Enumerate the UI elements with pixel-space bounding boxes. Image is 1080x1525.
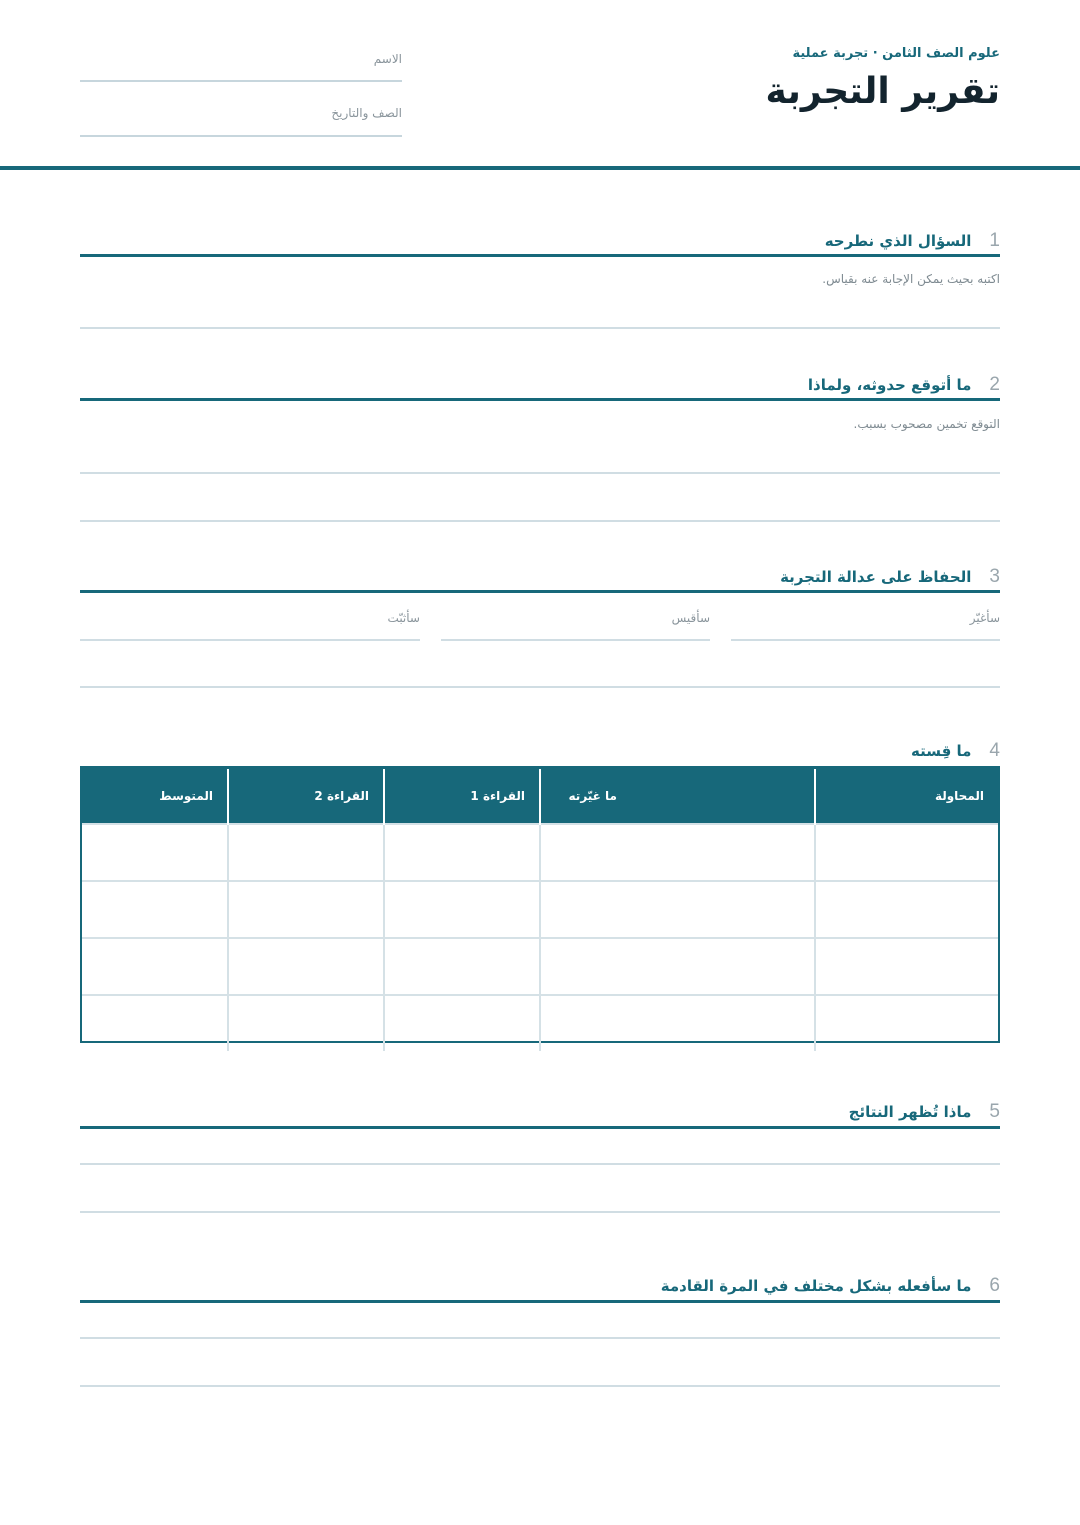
table-row bbox=[82, 881, 998, 938]
table-cell[interactable] bbox=[540, 938, 815, 995]
table-cell[interactable] bbox=[540, 824, 815, 881]
section-number: 4 bbox=[989, 740, 1000, 761]
column-header-changed: ما غيّرته bbox=[540, 769, 815, 824]
section-rule bbox=[80, 254, 1000, 257]
section-title: ما قِسته bbox=[910, 742, 972, 760]
column-header-reading-1: القراءة 1 bbox=[384, 769, 540, 824]
table-cell[interactable] bbox=[82, 995, 228, 1051]
table-cell[interactable] bbox=[228, 881, 384, 938]
variable-change-label: سأغيّر bbox=[969, 611, 1000, 625]
answer-line[interactable] bbox=[80, 327, 1000, 329]
section-title: السؤال الذي نطرحه bbox=[824, 232, 972, 250]
table-row bbox=[82, 824, 998, 881]
measurements-table bbox=[80, 766, 1000, 1043]
table-cell[interactable] bbox=[384, 938, 540, 995]
table-cell[interactable] bbox=[815, 938, 998, 995]
table-cell[interactable] bbox=[82, 881, 228, 938]
section-hint: اكتبه بحيث يمكن الإجابة عنه بقياس. bbox=[822, 272, 1000, 286]
table-cell[interactable] bbox=[228, 938, 384, 995]
variable-measure-field[interactable] bbox=[441, 639, 710, 641]
section-title: ما سأفعله بشكل مختلف في المرة القادمة bbox=[660, 1277, 972, 1295]
answer-line[interactable] bbox=[80, 520, 1000, 522]
class-date-field[interactable] bbox=[80, 135, 402, 137]
section-number: 6 bbox=[989, 1275, 1000, 1296]
report-kicker: علوم الصف الثامن · تجربة عملية bbox=[792, 46, 1000, 61]
section-rule bbox=[80, 1126, 1000, 1129]
column-header-reading-2: القراءة 2 bbox=[228, 769, 384, 824]
table-cell[interactable] bbox=[228, 824, 384, 881]
name-field[interactable] bbox=[80, 80, 402, 82]
section-number: 2 bbox=[989, 374, 1000, 395]
section-6-heading bbox=[80, 1267, 1000, 1297]
table-cell[interactable] bbox=[384, 824, 540, 881]
table-cell[interactable] bbox=[815, 824, 998, 881]
table-cell[interactable] bbox=[540, 881, 815, 938]
section-3-heading bbox=[80, 558, 1000, 588]
answer-line[interactable] bbox=[80, 1163, 1000, 1165]
section-2-heading bbox=[80, 366, 1000, 396]
section-5-heading bbox=[80, 1093, 1000, 1123]
table-cell[interactable] bbox=[384, 995, 540, 1051]
section-rule bbox=[80, 398, 1000, 401]
section-1-heading bbox=[80, 222, 1000, 252]
table-cell[interactable] bbox=[82, 938, 228, 995]
table-cell[interactable] bbox=[384, 881, 540, 938]
table-row bbox=[82, 995, 998, 1051]
section-title: ماذا تُظهر النتائج bbox=[848, 1103, 972, 1121]
section-number: 3 bbox=[989, 566, 1000, 587]
variable-change-field[interactable] bbox=[731, 639, 1000, 641]
table-cell[interactable] bbox=[815, 995, 998, 1051]
section-number: 1 bbox=[989, 230, 1000, 251]
table-row bbox=[82, 938, 998, 995]
section-title: ما أتوقع حدوثه، ولماذا bbox=[807, 376, 972, 394]
page-title: تقرير التجربة bbox=[765, 71, 1000, 112]
table-cell[interactable] bbox=[815, 881, 998, 938]
table-cell[interactable] bbox=[228, 995, 384, 1051]
header-rule bbox=[0, 166, 1080, 170]
section-title: الحفاظ على عدالة التجربة bbox=[780, 568, 972, 586]
column-header-trial: المحاولة bbox=[815, 769, 998, 824]
section-4-heading bbox=[80, 732, 1000, 762]
answer-line[interactable] bbox=[80, 1385, 1000, 1387]
answer-line[interactable] bbox=[80, 1211, 1000, 1213]
variable-keep-label: سأثبّت bbox=[387, 611, 420, 625]
table-header-row bbox=[82, 769, 998, 824]
column-header-average: المتوسط bbox=[82, 769, 228, 824]
answer-line[interactable] bbox=[80, 686, 1000, 688]
class-date-label: الصف والتاريخ bbox=[331, 106, 402, 120]
table-cell[interactable] bbox=[540, 995, 815, 1051]
name-label: الاسم bbox=[373, 52, 402, 66]
answer-line[interactable] bbox=[80, 1337, 1000, 1339]
answer-line[interactable] bbox=[80, 472, 1000, 474]
section-hint: التوقع تخمين مصحوب بسبب. bbox=[853, 417, 1000, 431]
variable-keep-field[interactable] bbox=[80, 639, 420, 641]
section-rule bbox=[80, 1300, 1000, 1303]
section-number: 5 bbox=[989, 1101, 1000, 1122]
table-cell[interactable] bbox=[82, 824, 228, 881]
variable-measure-label: سأقيس bbox=[671, 611, 710, 625]
section-rule bbox=[80, 590, 1000, 593]
